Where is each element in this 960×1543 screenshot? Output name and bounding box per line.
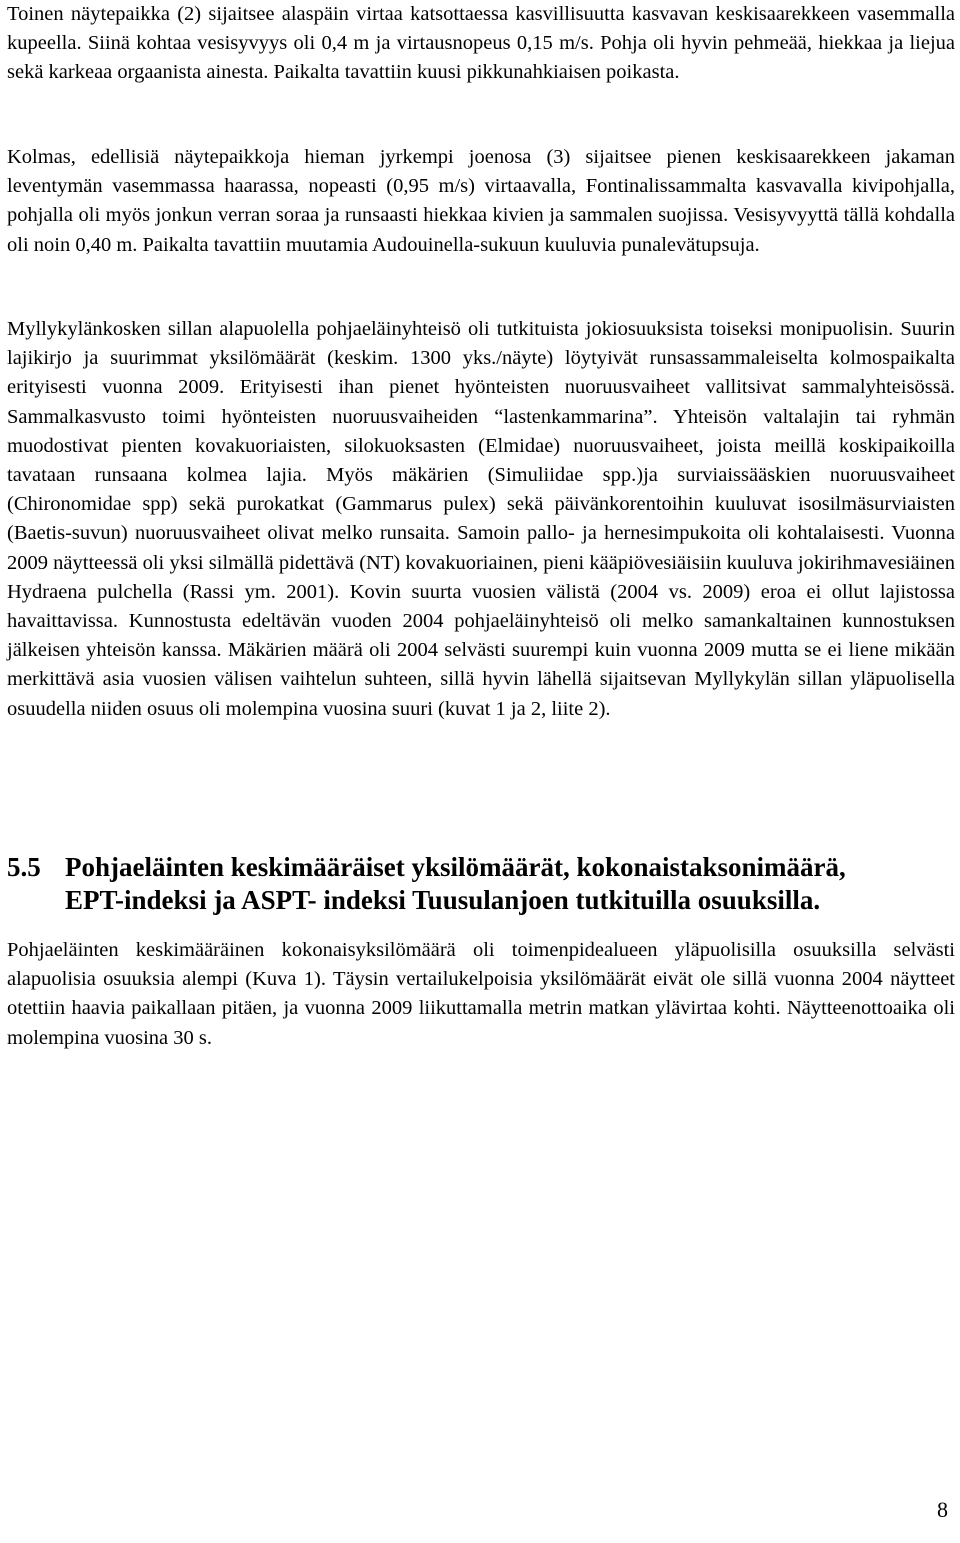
paragraph-sampling-site-2: Toinen näytepaikka (2) sijaitsee alaspäin virtaa katsottaessa kasvillisuutta kasvavan keskisaarekkeen vasemmalla kupeella. Siinä kohtaa vesisyvyys oli 0,4 m ja virtausnopeus 0,15 m/s. Pohja oli hyvin pehmeää, hiekkaa ja liejua sekä karkeaa orgaanista ainesta. Paikalta tavattiin kuusi pikkunahkiaisen poikasta. — [7, 3, 955, 84]
section-heading — [7, 851, 955, 917]
paragraph-benthic-community: Myllykylänkosken sillan alapuolella pohjaeläinyhteisö oli tutkituista jokiosuuksista toiseksi monipuolisin. Suurin lajikirjo ja suurimmat yksilömäärät (keskim. 1300 yks./näyte) löytyivät runsassammaleiselta kolmospaikalta erityisesti vuonna 2009. Erityisesti ihan pienet hyönteisten nuoruusvaiheet vallitsivat sammalyhteisössä. Sammalkasvusto toimi hyönteisten nuoruusvaiheiden “lastenkammarina”. Yhteisön valtalajin tai ryhmän muodostivat pienten kovakuoriaisten, silokuoksasten (Elmidae) nuoruusvaiheet, joista meillä koskipaikoilla tavataan runsaana kolmea lajia. Myös mäkärien (Simuliidae spp.)ja surviaissääskien nuoruusvaiheet (Chironomidae spp) sekä purokatkat (Gammarus pulex) sekä päivänkorentoihin kuuluvat isosilmäsurviaisten (Baetis-suvun) nuoruusvaiheet olivat melko runsaita. Samoin pallo- ja hernesimpukoita oli kohtalaisesti. Vuonna 2009 näytteessä oli yksi silmällä pidettävä (NT) kovakuoriainen, pieni kääpiövesiäisiin kuuluva jokirihmavesiäinen Hydraena pulchella (Rassi ym. 2001). Kovin suurta vuosien välistä (2004 vs. 2009) eroa ei ollut lajistossa havaittavissa. Kunnostusta edeltävän vuoden 2004 pohjaeläinyhteisö oli melko samankaltainen kunnostuksen jälkeisen yhteisön kanssa. Mäkärien määrä oli 2004 selvästi suurempi kuin vuonna 2009 mutta se ei liene mikään merkittävä asia vuosien välisen vaihtelun suhteen, sillä hyvin lähellä sijaitsevan Myllykylän sillan yläpuolisella osuudella niiden osuus oli molempina vuosina suuri (kuvat 1 ja 2, liite 2). — [7, 318, 955, 720]
section-title-line-2: EPT-indeksi ja ASPT- indeksi Tuusulanjoen tutkituilla osuuksilla. — [65, 885, 821, 915]
paragraph-sampling-site-3: Kolmas, edellisiä näytepaikkoja hieman jyrkempi joenosa (3) sijaitsee pienen keskisaarekkeen jakaman leventymän vasemmassa haarassa, nopeasti (0,95 m/s) virtaavalla, Fontinalissammalta kasvavalla kivipohjalla, pohjalla oli myös jonkun verran soraa ja runsaasti hiekkaa kivien ja sammalen suojissa. Vesisyvyyttä tällä kohdalla oli noin 0,40 m. Paikalta tavattiin muutamia Audouinella-sukuun kuuluvia punalevätupsuja. — [7, 146, 955, 256]
page-number: 8 — [937, 1497, 948, 1522]
section-title-line-1: Pohjaeläinten keskimääräiset yksilömäärät, kokonaistaksonimäärä, — [65, 852, 846, 882]
section-number: 5.5 — [7, 852, 41, 882]
paragraph-mean-abundance: Pohjaeläinten keskimääräinen kokonaisyksilömäärä oli toimenpidealueen yläpuolisilla osuuksilla selvästi alapuolisia osuuksia alempi (Kuva 1). Täysin vertailukelpoisia yksilömäärät eivät ole sillä vuonna 2004 näytteet otettiin haavia paikallaan pitäen, ja vuonna 2009 liikuttamalla metrin matkan ylävirtaa kohti. Näytteenottoaika oli molempina vuosina 30 s. — [7, 939, 955, 1049]
